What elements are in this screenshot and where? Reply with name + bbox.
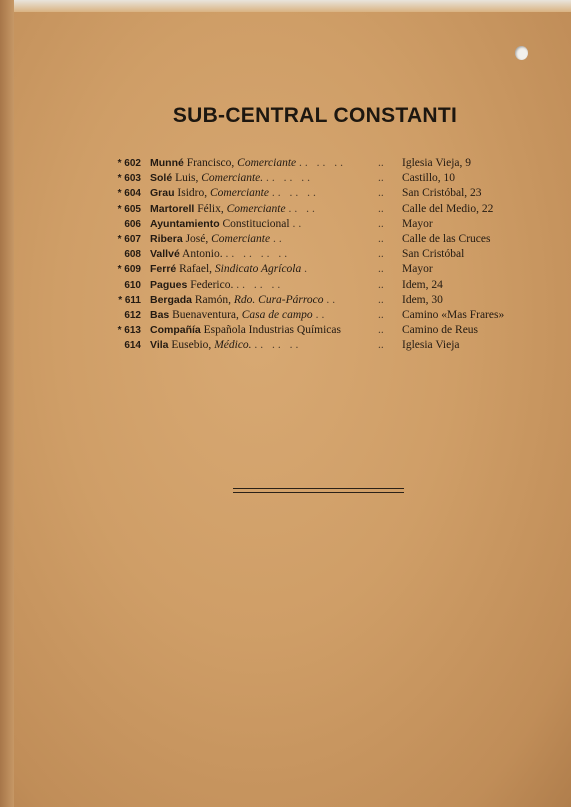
page-title: SUB-CENTRAL CONSTANTI	[172, 104, 458, 127]
entry-given-name: Constitucional	[222, 217, 290, 230]
entry-name	[150, 247, 290, 262]
directory-list	[108, 156, 528, 353]
dot-leader: .. .. .. ..	[225, 248, 291, 261]
entry-surname: Martorell	[150, 202, 195, 215]
leader-separator: ..	[378, 293, 384, 306]
entry-name	[150, 186, 319, 201]
entry-given-name: Antonio.	[182, 248, 223, 261]
list-item	[108, 247, 528, 262]
entry-number: * 613	[117, 325, 141, 337]
list-item	[108, 278, 528, 293]
list-item	[108, 323, 528, 338]
entry-name	[150, 156, 346, 171]
entry-number: 614	[124, 340, 141, 352]
entry-name	[150, 171, 313, 186]
entry-number: * 603	[117, 173, 141, 185]
leader-separator: ..	[378, 217, 384, 230]
entry-address: Iglesia Vieja, 9	[402, 157, 472, 169]
entry-occupation: Sindicato Agrícola	[214, 263, 302, 276]
entry-given-name: Rafael,	[179, 263, 213, 276]
dot-leader: .	[304, 263, 311, 276]
leader-separator: ..	[378, 308, 384, 321]
entry-name	[150, 338, 301, 353]
entry-address: San Cristóbal	[402, 248, 465, 261]
dot-leader: .. .. ..	[299, 157, 347, 169]
list-item	[108, 262, 528, 277]
entry-given-name: Española Industrias Químicas	[203, 324, 341, 337]
leader-separator: ..	[378, 339, 384, 352]
list-item	[108, 338, 528, 353]
entry-given-name: Francisco,	[186, 157, 235, 169]
entry-occupation: Casa de campo	[241, 308, 313, 321]
dot-leader: ..	[272, 232, 285, 245]
entry-address: Iglesia Vieja	[402, 339, 460, 352]
entry-number: * 605	[117, 203, 141, 215]
entry-address: Mayor	[402, 263, 433, 276]
entry-occupation: Comerciante	[226, 202, 286, 215]
entry-given-name: José,	[185, 232, 209, 245]
entry-number: * 602	[117, 158, 141, 169]
entry-address: Castillo, 10	[402, 172, 456, 185]
entry-address: Camino de Reus	[402, 324, 479, 337]
entry-number: 606	[124, 218, 141, 230]
double-rule-divider	[233, 488, 404, 493]
leader-separator: ..	[378, 232, 384, 245]
leader-separator: ..	[378, 157, 384, 169]
leader-separator: ..	[378, 324, 384, 337]
entry-given-name: Ramón,	[194, 293, 231, 306]
dot-leader: .. .. ..	[266, 172, 313, 185]
entry-surname: Vila	[150, 339, 169, 352]
list-item	[108, 186, 528, 201]
dot-leader: ..	[326, 293, 339, 306]
entry-number: 608	[124, 249, 141, 261]
entry-address: Camino «Mas Frares»	[402, 308, 505, 321]
list-item	[108, 171, 528, 186]
entry-surname: Grau	[150, 187, 175, 200]
entry-given-name: Eusebio,	[171, 339, 212, 352]
entry-occupation: Comerciante	[209, 187, 269, 200]
entry-address: San Cristóbal, 23	[402, 187, 482, 200]
entry-surname: Solé	[150, 172, 173, 185]
entry-surname: Bas	[150, 308, 170, 321]
leader-separator: ..	[378, 187, 384, 200]
list-item	[108, 202, 528, 217]
dot-leader: .. ..	[288, 202, 318, 215]
entry-surname: Vallvé	[150, 248, 180, 261]
entry-number: 612	[124, 309, 141, 321]
entry-address: Calle del Medio, 22	[402, 202, 494, 215]
dot-leader: .. .. ..	[236, 278, 284, 291]
entry-name	[150, 278, 283, 293]
entry-name	[150, 293, 338, 308]
entry-given-name: Félix,	[197, 202, 224, 215]
list-item	[108, 156, 528, 171]
entry-name	[150, 202, 318, 217]
dot-leader: ..	[315, 308, 328, 321]
list-item	[108, 293, 528, 308]
entry-number: * 611	[118, 294, 141, 306]
entry-surname: Pagues	[150, 278, 188, 291]
entry-occupation: Rdo. Cura-Párroco	[233, 293, 324, 306]
leader-separator: ..	[378, 202, 384, 215]
dot-leader: ..	[292, 217, 305, 230]
entry-name	[150, 217, 304, 232]
entry-number: * 607	[117, 233, 141, 245]
entry-name	[150, 308, 327, 323]
entry-surname: Compañía	[150, 324, 201, 337]
entry-surname: Ribera	[150, 232, 183, 245]
entry-surname: Bergada	[150, 293, 193, 306]
entry-surname: Ferré	[150, 263, 177, 276]
entry-number: 610	[124, 279, 141, 291]
list-item	[108, 217, 528, 232]
entry-occupation: Comerciante	[211, 232, 271, 245]
entry-surname: Munné	[150, 157, 184, 169]
dot-leader: .. .. ..	[271, 187, 319, 200]
list-item	[108, 232, 528, 247]
entry-address: Idem, 24	[402, 278, 443, 291]
list-item	[108, 308, 528, 323]
leader-separator: ..	[378, 172, 384, 185]
entry-occupation: Médico.	[214, 339, 252, 352]
entry-occupation: Comerciante	[237, 157, 297, 169]
entry-given-name: Federico.	[190, 278, 234, 291]
entry-name	[150, 323, 341, 338]
leader-separator: ..	[378, 278, 384, 291]
entry-address: Idem, 30	[402, 293, 443, 306]
leader-separator: ..	[378, 263, 384, 276]
dot-leader: .. .. ..	[254, 339, 302, 352]
entry-given-name: Luis,	[175, 172, 199, 185]
leader-separator: ..	[378, 248, 384, 261]
entry-name	[150, 232, 285, 247]
entry-address: Mayor	[402, 217, 433, 230]
entry-number: * 604	[117, 188, 141, 200]
entry-given-name: Isidro,	[177, 187, 208, 200]
entry-surname: Ayuntamiento	[150, 217, 220, 230]
entry-number: * 609	[117, 264, 141, 276]
entry-occupation: Comerciante.	[201, 172, 264, 185]
entry-address: Calle de las Cruces	[402, 232, 491, 245]
punch-hole	[515, 46, 528, 60]
entry-given-name: Buenaventura,	[172, 308, 239, 321]
entry-name	[150, 262, 310, 277]
page-top-edge	[0, 0, 571, 12]
